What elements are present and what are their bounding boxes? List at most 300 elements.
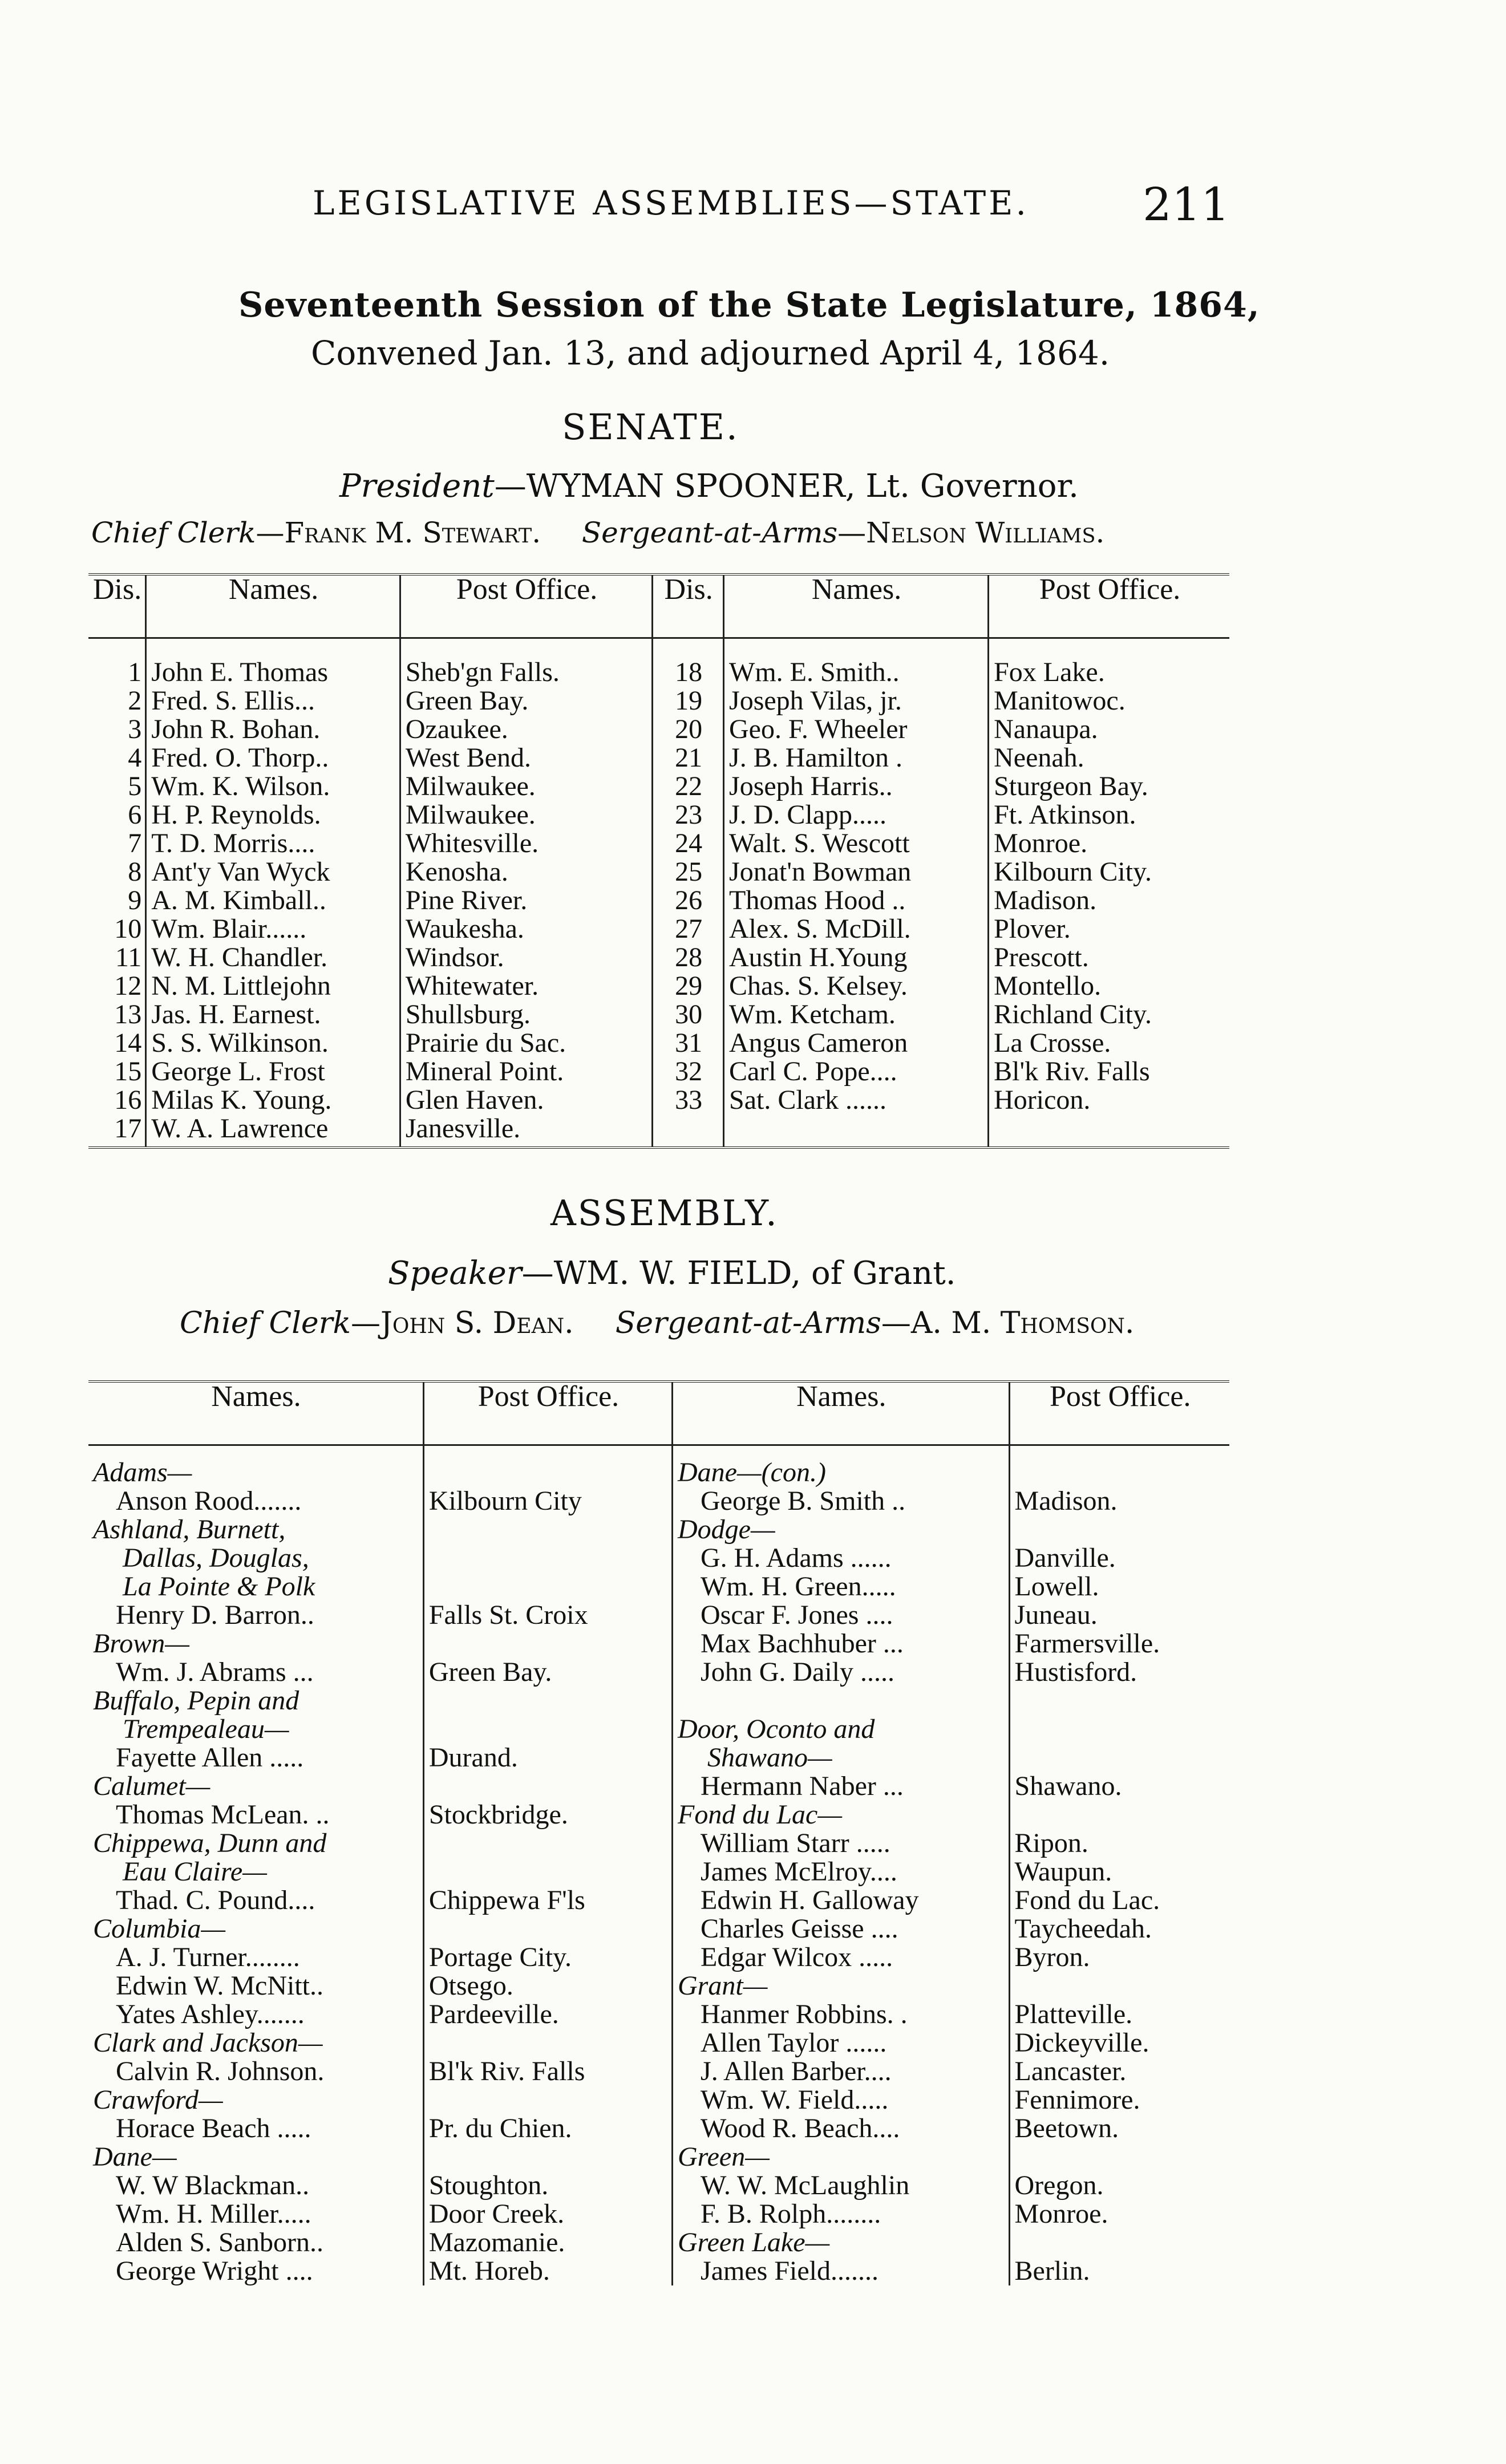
county-heading: Columbia— <box>93 1914 226 1944</box>
post-office: Milwaukee. <box>400 801 652 829</box>
assembly-clerk-label: Chief Clerk <box>180 1306 351 1340</box>
post-office: Falls St. Croix <box>423 1601 672 1630</box>
member-name: Anson Rood....... <box>116 1486 302 1516</box>
post-office: Madison. <box>989 886 1229 915</box>
senate-row <box>88 801 1229 829</box>
county-heading: Green— <box>673 2143 1010 2171</box>
post-office: Byron. <box>1009 1943 1229 1972</box>
post-office: Bl'k Riv. Falls <box>423 2057 672 2086</box>
post-office <box>1009 1515 1229 1544</box>
member-name: James McElroy.... <box>673 1858 1010 1886</box>
post-office: West Bend. <box>400 744 652 772</box>
clerk-name: —Frank M. Stewart. <box>256 516 541 549</box>
county-heading: Green Lake— <box>673 2228 1010 2257</box>
assembly-heading: ASSEMBLY. <box>550 1192 779 1234</box>
assembly-row <box>88 1601 1229 1630</box>
post-office: Otsego. <box>423 1972 672 2000</box>
district-number: 9 <box>128 885 142 915</box>
assembly-row <box>88 1487 1229 1515</box>
header-dis-2: Dis. <box>653 574 724 638</box>
post-office: Chippewa F'ls <box>423 1886 672 1915</box>
district-number <box>653 1115 724 1148</box>
county-heading: Eau Claire— <box>123 1857 267 1887</box>
county-heading: Dodge— <box>673 1515 1010 1544</box>
senator-name: Ant'y Van Wyck <box>146 858 400 886</box>
post-office: Durand. <box>423 1744 672 1772</box>
post-office <box>423 2086 672 2114</box>
speaker-name: —WM. W. FIELD, of Grant. <box>521 1255 956 1292</box>
post-office: Kilbourn City <box>423 1487 672 1515</box>
senator-name: Angus Cameron <box>724 1029 989 1057</box>
senate-header-row <box>88 574 1229 638</box>
senator-name: Joseph Vilas, jr. <box>724 687 989 715</box>
assembly-row <box>88 2029 1229 2057</box>
senate-row <box>88 858 1229 886</box>
post-office: Whitesville. <box>400 829 652 858</box>
post-office: Pardeeville. <box>423 2000 672 2029</box>
district-number: 19 <box>653 687 724 715</box>
post-office: Sturgeon Bay. <box>989 772 1229 801</box>
post-office <box>1009 1445 1229 1488</box>
senator-name: Wm. E. Smith.. <box>724 638 989 687</box>
post-office: Manitowoc. <box>989 687 1229 715</box>
post-office <box>423 1858 672 1886</box>
assembly-row <box>88 1544 1229 1573</box>
assembly-row <box>88 2171 1229 2200</box>
post-office: Juneau. <box>1009 1601 1229 1630</box>
post-office: Oregon. <box>1009 2171 1229 2200</box>
district-number: 4 <box>128 743 142 773</box>
post-office: Stockbridge. <box>423 1801 672 1829</box>
post-office: Pr. du Chien. <box>423 2114 672 2143</box>
post-office: Richland City. <box>989 1000 1229 1029</box>
senator-name: H. P. Reynolds. <box>146 801 400 829</box>
senate-row <box>88 1086 1229 1115</box>
post-office <box>423 1772 672 1801</box>
post-office: Portage City. <box>423 1943 672 1972</box>
senator-name: John E. Thomas <box>146 638 400 687</box>
member-name: Calvin R. Johnson. <box>116 2056 325 2086</box>
assembly-header-row <box>88 1381 1229 1445</box>
senate-row <box>88 638 1229 687</box>
senate-row <box>88 715 1229 744</box>
assembly-row <box>88 1972 1229 2000</box>
assembly-row <box>88 1886 1229 1915</box>
header-names-2: Names. <box>724 574 989 638</box>
post-office: Kilbourn City. <box>989 858 1229 886</box>
post-office: Kenosha. <box>400 858 652 886</box>
member-name: Hanmer Robbins. . <box>673 2000 1010 2029</box>
county-heading: Ashland, Burnett, <box>93 1514 286 1545</box>
post-office: Milwaukee. <box>400 772 652 801</box>
senate-row <box>88 772 1229 801</box>
county-heading: Brown— <box>93 1628 189 1659</box>
county-heading: Door, Oconto and <box>673 1715 1010 1744</box>
member-name: Allen Taylor ...... <box>673 2029 1010 2057</box>
member-name: Wm. W. Field..... <box>673 2086 1010 2114</box>
county-heading: Crawford— <box>93 2085 223 2115</box>
member-name: Max Bachhuber ... <box>673 1630 1010 1658</box>
post-office: Monroe. <box>1009 2200 1229 2228</box>
assembly-row <box>88 1515 1229 1544</box>
senator-name: Wm. K. Wilson. <box>146 772 400 801</box>
post-office: Pine River. <box>400 886 652 915</box>
member-name: Edwin H. Galloway <box>673 1886 1010 1915</box>
senator-name: Fred. S. Ellis... <box>146 687 400 715</box>
sergeant-name: —Nelson Williams. <box>837 516 1105 549</box>
post-office: Horicon. <box>989 1086 1229 1115</box>
assembly-row <box>88 2228 1229 2257</box>
post-office: Berlin. <box>1009 2257 1229 2285</box>
post-office <box>423 1544 672 1573</box>
assembly-officers <box>180 1306 1134 1340</box>
assembly-row <box>88 1829 1229 1858</box>
member-name: Alden S. Sanborn.. <box>116 2227 323 2258</box>
senate-table <box>88 573 1229 1149</box>
county-heading: Shawano— <box>673 1744 1010 1772</box>
senator-name: Jas. H. Earnest. <box>146 1000 400 1029</box>
senate-row <box>88 744 1229 772</box>
district-number: 10 <box>114 914 142 944</box>
member-name: F. B. Rolph........ <box>673 2200 1010 2228</box>
header-post-office: Post Office. <box>400 574 652 638</box>
post-office <box>1009 2143 1229 2171</box>
senate-president <box>339 468 1079 505</box>
district-number: 11 <box>115 942 142 972</box>
district-number: 18 <box>653 638 724 687</box>
member-name: W. W. McLaughlin <box>673 2171 1010 2200</box>
member-name: John G. Daily ..... <box>673 1658 1010 1687</box>
post-office <box>423 2029 672 2057</box>
post-office: Beetown. <box>1009 2114 1229 2143</box>
district-number: 30 <box>653 1000 724 1029</box>
senate-row <box>88 943 1229 972</box>
assembly-speaker <box>388 1255 956 1292</box>
member-name: Wood R. Beach.... <box>673 2114 1010 2143</box>
post-office: Prescott. <box>989 943 1229 972</box>
senator-name: Sat. Clark ...... <box>724 1086 989 1115</box>
district-number: 5 <box>128 771 142 801</box>
senate-row <box>88 1115 1229 1148</box>
post-office: Fennimore. <box>1009 2086 1229 2114</box>
senator-name: Carl C. Pope.... <box>724 1057 989 1086</box>
senator-name: Joseph Harris.. <box>724 772 989 801</box>
district-number: 24 <box>653 829 724 858</box>
assembly-row <box>88 2000 1229 2029</box>
post-office <box>1009 1801 1229 1829</box>
post-office: Glen Haven. <box>400 1086 652 1115</box>
county-heading: Calumet— <box>93 1771 210 1801</box>
member-name: J. Allen Barber.... <box>673 2057 1010 2086</box>
post-office: Mt. Horeb. <box>423 2257 672 2285</box>
member-name: William Starr ..... <box>673 1829 1010 1858</box>
senate-heading: SENATE. <box>562 406 739 448</box>
post-office <box>423 1515 672 1544</box>
assembly-row <box>88 1801 1229 1829</box>
post-office: Whitewater. <box>400 972 652 1000</box>
speaker-label: Speaker <box>388 1255 522 1292</box>
post-office: Green Bay. <box>400 687 652 715</box>
post-office: Door Creek. <box>423 2200 672 2228</box>
post-office: Danville. <box>1009 1544 1229 1573</box>
member-name: Fayette Allen ..... <box>116 1742 304 1773</box>
post-office: Windsor. <box>400 943 652 972</box>
district-number: 14 <box>114 1028 142 1058</box>
senator-name: Walt. S. Wescott <box>724 829 989 858</box>
assembly-row <box>88 1658 1229 1687</box>
county-heading: La Pointe & Polk <box>123 1571 315 1602</box>
senator-name: W. A. Lawrence <box>146 1115 400 1148</box>
county-heading: Dane— <box>93 2142 177 2172</box>
member-name: W. W Blackman.. <box>116 2170 310 2200</box>
senate-row <box>88 1057 1229 1086</box>
district-number: 16 <box>114 1085 142 1115</box>
post-office: Mazomanie. <box>423 2228 672 2257</box>
member-name: Wm. J. Abrams ... <box>116 1657 314 1687</box>
senator-name: Wm. Ketcham. <box>724 1000 989 1029</box>
district-number: 6 <box>128 800 142 830</box>
senate-row <box>88 1000 1229 1029</box>
district-number: 31 <box>653 1029 724 1057</box>
district-number: 13 <box>114 999 142 1030</box>
senator-name: Jonat'n Bowman <box>724 858 989 886</box>
post-office: Montello. <box>989 972 1229 1000</box>
assembly-row <box>88 2114 1229 2143</box>
clerk-label: Chief Clerk <box>91 516 256 549</box>
senator-name: J. B. Hamilton . <box>724 744 989 772</box>
county-heading: Buffalo, Pepin and <box>93 1685 299 1716</box>
member-name: Edwin W. McNitt.. <box>116 1971 324 2001</box>
sergeant-label: Sergeant-at-Arms <box>581 516 838 549</box>
convened-line: Convened Jan. 13, and adjourned April 4, 1864. <box>311 334 1110 372</box>
assembly-row <box>88 1630 1229 1658</box>
header-names: Names. <box>146 574 400 638</box>
post-office <box>423 1715 672 1744</box>
county-heading: Clark and Jackson— <box>93 2028 323 2058</box>
post-office: Nanaupa. <box>989 715 1229 744</box>
district-number: 20 <box>653 715 724 744</box>
district-number: 12 <box>114 971 142 1001</box>
senate-row <box>88 915 1229 943</box>
post-office <box>423 1573 672 1601</box>
post-office: Lowell. <box>1009 1573 1229 1601</box>
county-heading: Dallas, Douglas, <box>123 1543 309 1573</box>
assembly-sergeant-label: Sergeant-at-Arms <box>615 1306 881 1340</box>
post-office <box>1009 1715 1229 1744</box>
member-name: George Wright .... <box>116 2256 313 2286</box>
senator-name: Geo. F. Wheeler <box>724 715 989 744</box>
assembly-header-post-office-2: Post Office. <box>1009 1381 1229 1445</box>
post-office: Fond du Lac. <box>1009 1886 1229 1915</box>
post-office <box>989 1115 1229 1148</box>
assembly-row <box>88 1687 1229 1715</box>
member-name: George B. Smith .. <box>673 1487 1010 1515</box>
session-title: Seventeenth Session of the State Legislature, 1864, <box>238 285 1260 325</box>
post-office: La Crosse. <box>989 1029 1229 1057</box>
post-office: Platteville. <box>1009 2000 1229 2029</box>
county-heading: Trempealeau— <box>123 1714 289 1744</box>
header-post-office-2: Post Office. <box>989 574 1229 638</box>
assembly-header-post-office: Post Office. <box>423 1381 672 1445</box>
senate-row <box>88 1029 1229 1057</box>
senator-name: Thomas Hood .. <box>724 886 989 915</box>
district-number: 23 <box>653 801 724 829</box>
post-office <box>423 1915 672 1943</box>
post-office: Janesville. <box>400 1115 652 1148</box>
post-office: Shullsburg. <box>400 1000 652 1029</box>
assembly-row <box>88 1744 1229 1772</box>
district-number: 29 <box>653 972 724 1000</box>
assembly-row <box>88 1915 1229 1943</box>
assembly-row <box>88 1715 1229 1744</box>
header-dis: Dis. <box>93 573 142 606</box>
post-office: Taycheedah. <box>1009 1915 1229 1943</box>
post-office: Farmersville. <box>1009 1630 1229 1658</box>
post-office: Waupun. <box>1009 1858 1229 1886</box>
assembly-row <box>88 2086 1229 2114</box>
senate-row <box>88 886 1229 915</box>
post-office: Neenah. <box>989 744 1229 772</box>
district-number: 32 <box>653 1057 724 1086</box>
assembly-table <box>88 1380 1229 2285</box>
assembly-row <box>88 1573 1229 1601</box>
post-office <box>423 1445 672 1488</box>
post-office <box>423 2143 672 2171</box>
district-number: 33 <box>653 1086 724 1115</box>
post-office: Lancaster. <box>1009 2057 1229 2086</box>
senator-name: W. H. Chandler. <box>146 943 400 972</box>
county-heading: Adams— <box>93 1457 192 1488</box>
president-label: President <box>339 468 495 505</box>
senator-name: S. S. Wilkinson. <box>146 1029 400 1057</box>
assembly-header-names-2: Names. <box>673 1381 1010 1445</box>
member-name: Horace Beach ..... <box>116 2113 311 2143</box>
post-office: Fox Lake. <box>989 638 1229 687</box>
assembly-header-names: Names. <box>211 1380 301 1413</box>
president-name: —WYMAN SPOONER, Lt. Governor. <box>494 468 1079 505</box>
assembly-row <box>88 2257 1229 2285</box>
senator-name: N. M. Littlejohn <box>146 972 400 1000</box>
post-office: Hustisford. <box>1009 1658 1229 1687</box>
assembly-sergeant-name: —A. M. Thomson. <box>881 1306 1135 1340</box>
district-number: 28 <box>653 943 724 972</box>
district-number: 8 <box>128 857 142 887</box>
district-number: 3 <box>128 714 142 744</box>
district-number: 7 <box>128 828 142 858</box>
district-number: 1 <box>128 657 142 687</box>
assembly-row <box>88 1772 1229 1801</box>
senator-name: Austin H.Young <box>724 943 989 972</box>
page-number: 211 <box>1143 178 1230 231</box>
assembly-row <box>88 1858 1229 1886</box>
senator-name: A. M. Kimball.. <box>146 886 400 915</box>
county-heading: Grant— <box>673 1972 1010 2000</box>
member-name: Thad. C. Pound.... <box>116 1885 315 1915</box>
member-name: Thomas McLean. .. <box>116 1800 330 1830</box>
district-number: 27 <box>653 915 724 943</box>
member-name: Wm. H. Miller..... <box>116 2199 311 2229</box>
post-office: Green Bay. <box>423 1658 672 1687</box>
assembly-row <box>88 1943 1229 1972</box>
district-number: 21 <box>653 744 724 772</box>
assembly-row <box>88 2057 1229 2086</box>
senator-name: Alex. S. McDill. <box>724 915 989 943</box>
post-office: Sheb'gn Falls. <box>400 638 652 687</box>
senator-name: J. D. Clapp..... <box>724 801 989 829</box>
member-name: A. J. Turner........ <box>116 1942 300 1972</box>
senate-row <box>88 687 1229 715</box>
member-name: Henry D. Barron.. <box>116 1600 314 1630</box>
senate-row <box>88 829 1229 858</box>
post-office <box>423 1687 672 1715</box>
post-office: Dickeyville. <box>1009 2029 1229 2057</box>
district-number: 25 <box>653 858 724 886</box>
senator-name: Fred. O. Thorp.. <box>146 744 400 772</box>
post-office: Plover. <box>989 915 1229 943</box>
district-number: 26 <box>653 886 724 915</box>
county-heading: Fond du Lac— <box>673 1801 1010 1829</box>
post-office <box>1009 1972 1229 2000</box>
senator-name: T. D. Morris.... <box>146 829 400 858</box>
assembly-row <box>88 1445 1229 1488</box>
assembly-row <box>88 2143 1229 2171</box>
post-office: Madison. <box>1009 1487 1229 1515</box>
post-office: Stoughton. <box>423 2171 672 2200</box>
post-office: Ripon. <box>1009 1829 1229 1858</box>
post-office: Prairie du Sac. <box>400 1029 652 1057</box>
senate-officers <box>91 516 1104 549</box>
assembly-clerk-name: —John S. Dean. <box>351 1306 574 1340</box>
senator-name <box>724 1115 989 1148</box>
member-name: James Field....... <box>673 2257 1010 2285</box>
member-name: Charles Geisse .... <box>673 1915 1010 1943</box>
member-name: Edgar Wilcox ..... <box>673 1943 1010 1972</box>
member-name: Yates Ashley....... <box>116 1999 305 2029</box>
member-name: Oscar F. Jones .... <box>673 1601 1010 1630</box>
post-office <box>1009 1744 1229 1772</box>
post-office: Shawano. <box>1009 1772 1229 1801</box>
member-name: Hermann Naber ... <box>673 1772 1010 1801</box>
post-office: Waukesha. <box>400 915 652 943</box>
member-name: G. H. Adams ...... <box>673 1544 1010 1573</box>
post-office: Ozaukee. <box>400 715 652 744</box>
senator-name: Milas K. Young. <box>146 1086 400 1115</box>
senator-name: Chas. S. Kelsey. <box>724 972 989 1000</box>
senate-row <box>88 972 1229 1000</box>
post-office: Ft. Atkinson. <box>989 801 1229 829</box>
county-heading: Dane—(con.) <box>673 1445 1010 1488</box>
member-name <box>673 1687 1010 1715</box>
assembly-row <box>88 2200 1229 2228</box>
running-head: LEGISLATIVE ASSEMBLIES—STATE. <box>313 184 1029 222</box>
post-office: Mineral Point. <box>400 1057 652 1086</box>
post-office <box>1009 2228 1229 2257</box>
senator-name: Wm. Blair...... <box>146 915 400 943</box>
post-office <box>423 1829 672 1858</box>
senator-name: George L. Frost <box>146 1057 400 1086</box>
district-number: 15 <box>114 1056 142 1087</box>
member-name: Wm. H. Green..... <box>673 1573 1010 1601</box>
district-number: 22 <box>653 772 724 801</box>
county-heading: Chippewa, Dunn and <box>93 1828 327 1858</box>
post-office <box>423 1630 672 1658</box>
district-number: 2 <box>128 686 142 716</box>
post-office: Bl'k Riv. Falls <box>989 1057 1229 1086</box>
district-number: 17 <box>114 1113 142 1144</box>
post-office: Monroe. <box>989 829 1229 858</box>
senator-name: John R. Bohan. <box>146 715 400 744</box>
post-office <box>1009 1687 1229 1715</box>
